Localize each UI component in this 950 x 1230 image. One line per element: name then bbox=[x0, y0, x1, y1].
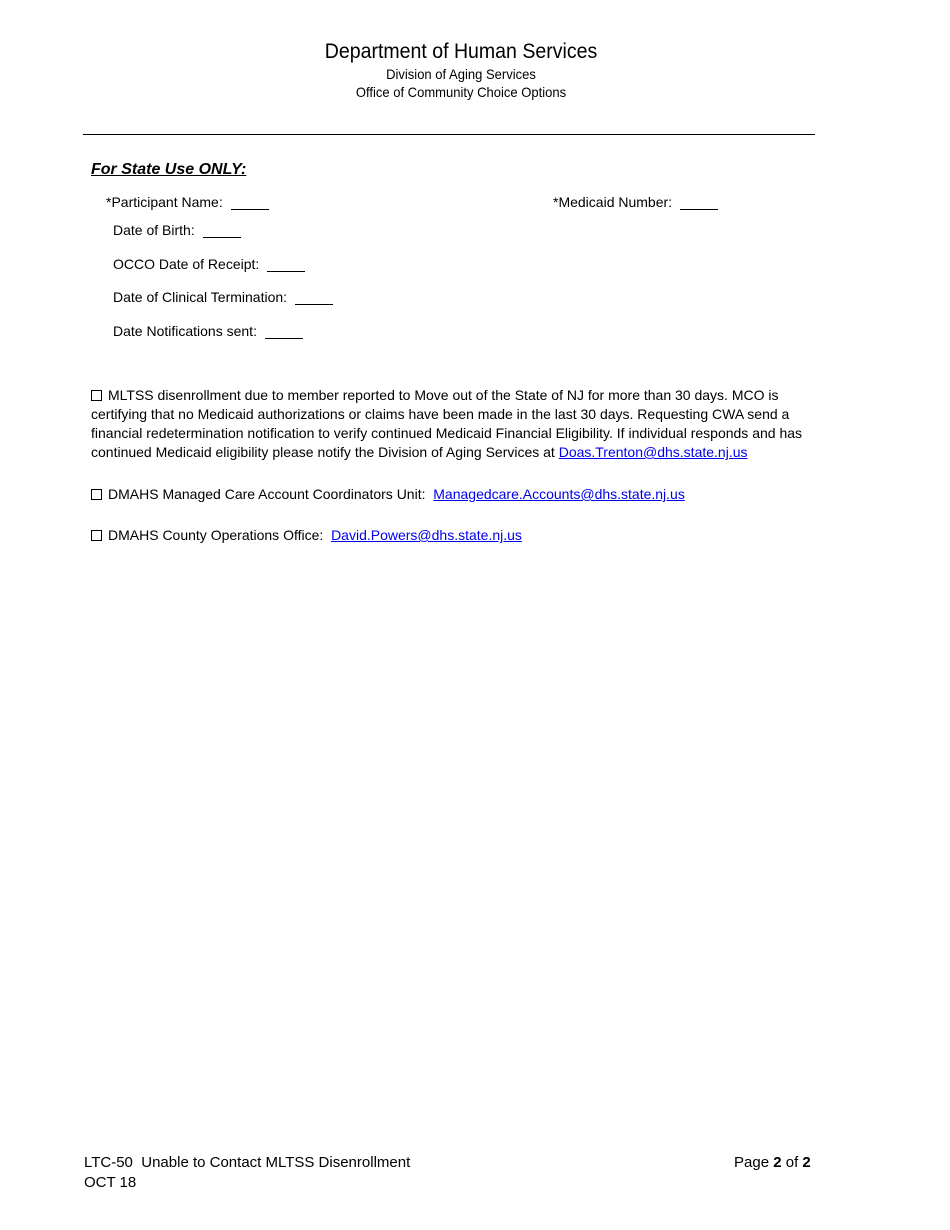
form-id: LTC-50 bbox=[84, 1154, 133, 1171]
receipt-date-input[interactable] bbox=[267, 257, 305, 272]
participant-name-input[interactable] bbox=[231, 195, 269, 210]
medicaid-number-field bbox=[553, 194, 718, 210]
notifications-date-input[interactable] bbox=[265, 324, 303, 339]
division-name: Division of Aging Services bbox=[386, 66, 536, 82]
notifications-date-field bbox=[113, 323, 303, 339]
page-current: 2 bbox=[773, 1154, 782, 1171]
county-ops-option bbox=[91, 526, 836, 545]
medicaid-number-label: *Medicaid Number: bbox=[553, 194, 673, 210]
participant-name-field bbox=[106, 194, 269, 210]
managed-care-email-link[interactable]: Managedcare.Accounts@dhs.state.nj.us bbox=[433, 486, 685, 502]
dob-field bbox=[113, 222, 241, 238]
form-identifier bbox=[84, 1154, 410, 1171]
page-number bbox=[734, 1154, 811, 1171]
termination-date-input[interactable] bbox=[295, 290, 333, 305]
form-date: OCT 18 bbox=[84, 1174, 137, 1191]
receipt-date-field bbox=[113, 256, 305, 272]
managed-care-option bbox=[91, 485, 836, 504]
mltss-option bbox=[91, 386, 836, 462]
termination-date-label: Date of Clinical Termination: bbox=[113, 289, 288, 305]
notifications-date-label: Date Notifications sent: bbox=[113, 323, 257, 339]
managed-care-text: DMAHS Managed Care Account Coordinators Unit: bbox=[108, 486, 426, 502]
form-title: Unable to Contact MLTSS Disenrollment bbox=[141, 1154, 411, 1171]
page-total: 2 bbox=[802, 1154, 811, 1171]
dob-label: Date of Birth: bbox=[113, 222, 195, 238]
page-word: Page bbox=[734, 1154, 770, 1171]
page-of: of bbox=[785, 1154, 799, 1171]
doas-email-link[interactable]: Doas.Trenton@dhs.state.nj.us bbox=[558, 444, 748, 460]
mltss-text: MLTSS disenrollment due to member reported to Move out of the State of NJ for more than 30 days. MCO is certifying that no Medicaid authorizations or claims have been made in the last 30 days. Requesting CWA send a financial redetermination notification to verify continued Medicaid Financial Eligibility. If individual responds and has continued Medicaid eligibility please notify the Division of Aging Services at bbox=[91, 387, 803, 460]
header-divider bbox=[83, 134, 815, 135]
county-ops-email-link[interactable]: David.Powers@dhs.state.nj.us bbox=[331, 527, 522, 543]
department-title: Department of Human Services bbox=[324, 40, 598, 63]
medicaid-number-input[interactable] bbox=[680, 195, 718, 210]
termination-date-field bbox=[113, 289, 333, 305]
county-ops-checkbox[interactable] bbox=[91, 530, 102, 541]
county-ops-text: DMAHS County Operations Office: bbox=[108, 527, 324, 543]
participant-name-label: *Participant Name: bbox=[106, 194, 223, 210]
state-use-heading: For State Use ONLY: bbox=[91, 161, 247, 178]
mltss-checkbox[interactable] bbox=[91, 390, 102, 401]
managed-care-checkbox[interactable] bbox=[91, 489, 102, 500]
dob-input[interactable] bbox=[203, 223, 241, 238]
office-name: Office of Community Choice Options bbox=[355, 84, 567, 100]
receipt-date-label: OCCO Date of Receipt: bbox=[113, 256, 260, 272]
